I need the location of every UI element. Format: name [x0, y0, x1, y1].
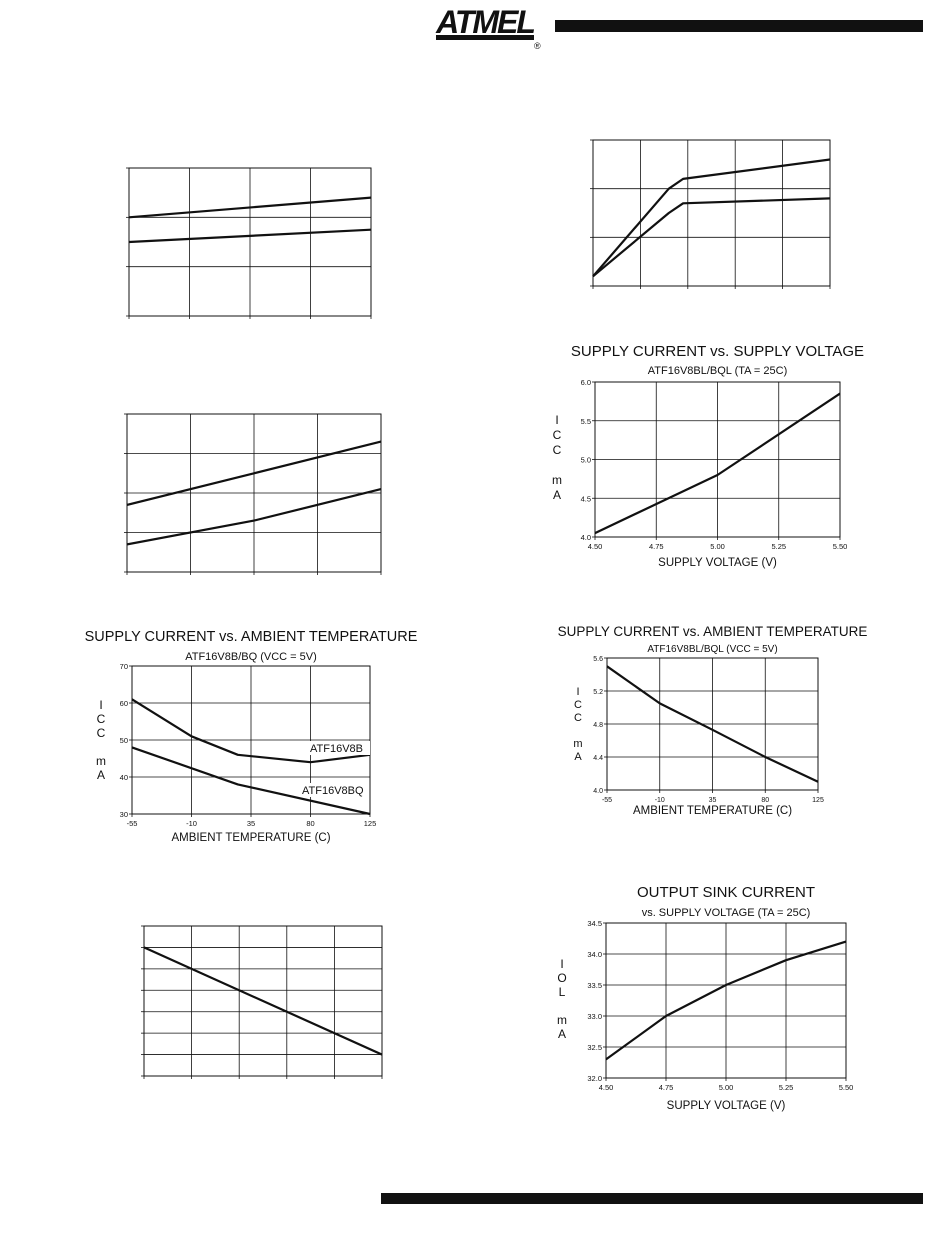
chart-title: OUTPUT SINK CURRENT: [636, 884, 816, 901]
chart-top-left: [126, 168, 371, 319]
y-axis-label-char: A: [96, 768, 106, 782]
y-tick-label: 34.0: [587, 950, 602, 959]
y-axis-label-char: C: [552, 428, 562, 442]
x-tick-label: 5.00: [718, 1083, 734, 1092]
atmel-logo: [435, 4, 541, 51]
y-tick-label: 32.5: [587, 1043, 602, 1052]
x-tick-label: 5.00: [710, 542, 725, 551]
y-tick-label: 33.5: [587, 981, 602, 990]
series-label: ATF16V8BQ: [302, 785, 364, 797]
x-tick-label: 125: [363, 819, 377, 828]
y-axis-label-char: L: [558, 985, 566, 999]
y-axis-label-char: A: [552, 488, 562, 502]
y-tick-label: 34.5: [587, 919, 602, 928]
y-tick-label: 4.5: [580, 494, 591, 504]
y-tick-label: 33.0: [587, 1012, 602, 1021]
series-label: ATF16V8B: [310, 743, 363, 755]
y-axis-label-char: I: [576, 686, 580, 698]
x-tick-label: -10: [654, 797, 665, 804]
y-tick-label: 4.0: [580, 533, 591, 542]
chart-mid-left: [124, 414, 381, 575]
chart-bottom-left: [141, 926, 382, 1079]
x-tick-label: -55: [601, 797, 613, 804]
y-tick-label: 70: [119, 662, 128, 671]
registered-mark: ®: [534, 41, 541, 51]
chart-supply-voltage-bl: [552, 343, 864, 569]
y-tick-label: 60: [119, 699, 128, 708]
y-tick-label: 6.0: [580, 378, 591, 387]
x-axis-label: AMBIENT TEMPERATURE (C): [632, 805, 793, 817]
y-axis-label-char: I: [555, 413, 559, 427]
y-tick-label: 50: [119, 736, 128, 745]
x-tick-label: 4.50: [598, 1083, 614, 1092]
plot-frame: [593, 140, 830, 286]
y-axis-label-char: C: [552, 443, 562, 457]
x-tick-label: 35: [246, 819, 256, 828]
x-tick-label: 4.75: [648, 542, 664, 551]
y-axis-label-char: C: [574, 712, 582, 724]
y-axis-label-char: I: [560, 957, 564, 971]
y-tick-label: 40: [119, 773, 128, 782]
y-axis-label-char: A: [557, 1027, 567, 1041]
chart-subtitle: ATF16V8B/BQ (VCC = 5V): [185, 651, 317, 663]
y-tick-label: 5.5: [580, 416, 591, 426]
y-axis-label-char: C: [574, 699, 582, 711]
y-tick-label: 32.0: [587, 1074, 602, 1083]
chart-title: SUPPLY CURRENT vs. SUPPLY VOLTAGE: [570, 343, 865, 360]
y-axis-label-char: C: [96, 712, 106, 726]
y-tick-label: 5.0: [580, 455, 591, 465]
y-tick-label: 4.0: [593, 788, 603, 795]
x-tick-label: 125: [812, 797, 824, 804]
chart-ambient-temp-bl: [558, 624, 868, 817]
y-axis-label-char: m: [573, 738, 583, 750]
chart-subtitle: ATF16V8BL/BQL (VCC = 5V): [647, 644, 778, 655]
y-tick-label: 4.8: [593, 722, 603, 729]
chart-title: SUPPLY CURRENT vs. AMBIENT TEMPERATURE: [84, 629, 418, 645]
y-tick-label: 5.2: [593, 689, 603, 696]
x-tick-label: 5.50: [832, 542, 848, 551]
x-tick-label: 35: [708, 797, 717, 804]
series-line: [144, 947, 382, 1054]
chart-top-right: [590, 140, 830, 289]
x-axis-label: SUPPLY VOLTAGE (V): [666, 1100, 786, 1112]
x-axis-label: SUPPLY VOLTAGE (V): [658, 557, 777, 569]
x-tick-label: -10: [186, 819, 197, 828]
chart-subtitle: vs. SUPPLY VOLTAGE (TA = 25C): [641, 907, 811, 919]
x-tick-label: 4.50: [587, 542, 603, 551]
y-tick-label: 5.6: [593, 656, 603, 663]
y-tick-label: 30: [119, 810, 128, 819]
x-tick-label: 80: [306, 819, 315, 828]
chart-subtitle: ATF16V8BL/BQL (TA = 25C): [647, 365, 788, 377]
y-axis-label-char: C: [96, 726, 106, 740]
chart-output-sink: [557, 884, 853, 1112]
x-tick-label: 5.25: [778, 1083, 794, 1092]
y-axis-label-char: A: [574, 751, 582, 763]
logo-wordmark: ATMEL: [436, 4, 534, 40]
chart-title: SUPPLY CURRENT vs. AMBIENT TEMPERATURE: [557, 624, 868, 639]
y-axis-label-char: m: [552, 473, 562, 487]
y-axis-label-char: O: [557, 971, 567, 985]
x-tick-label: 80: [761, 797, 770, 804]
x-axis-label: AMBIENT TEMPERATURE (C): [171, 832, 331, 844]
x-tick-label: -55: [126, 819, 138, 828]
header-bar: [555, 20, 923, 32]
x-tick-label: 4.75: [658, 1083, 674, 1092]
x-tick-label: 5.25: [771, 542, 787, 551]
series-line: [593, 160, 830, 277]
footer-bar: [381, 1193, 923, 1204]
y-axis-label-char: m: [96, 754, 106, 768]
charts-layer: [85, 140, 868, 1112]
x-tick-label: 5.50: [838, 1083, 854, 1092]
y-axis-label-char: m: [557, 1013, 567, 1027]
y-axis-label-char: I: [99, 698, 103, 712]
chart-ambient-temp-b: [85, 629, 418, 844]
y-tick-label: 4.4: [593, 755, 603, 762]
